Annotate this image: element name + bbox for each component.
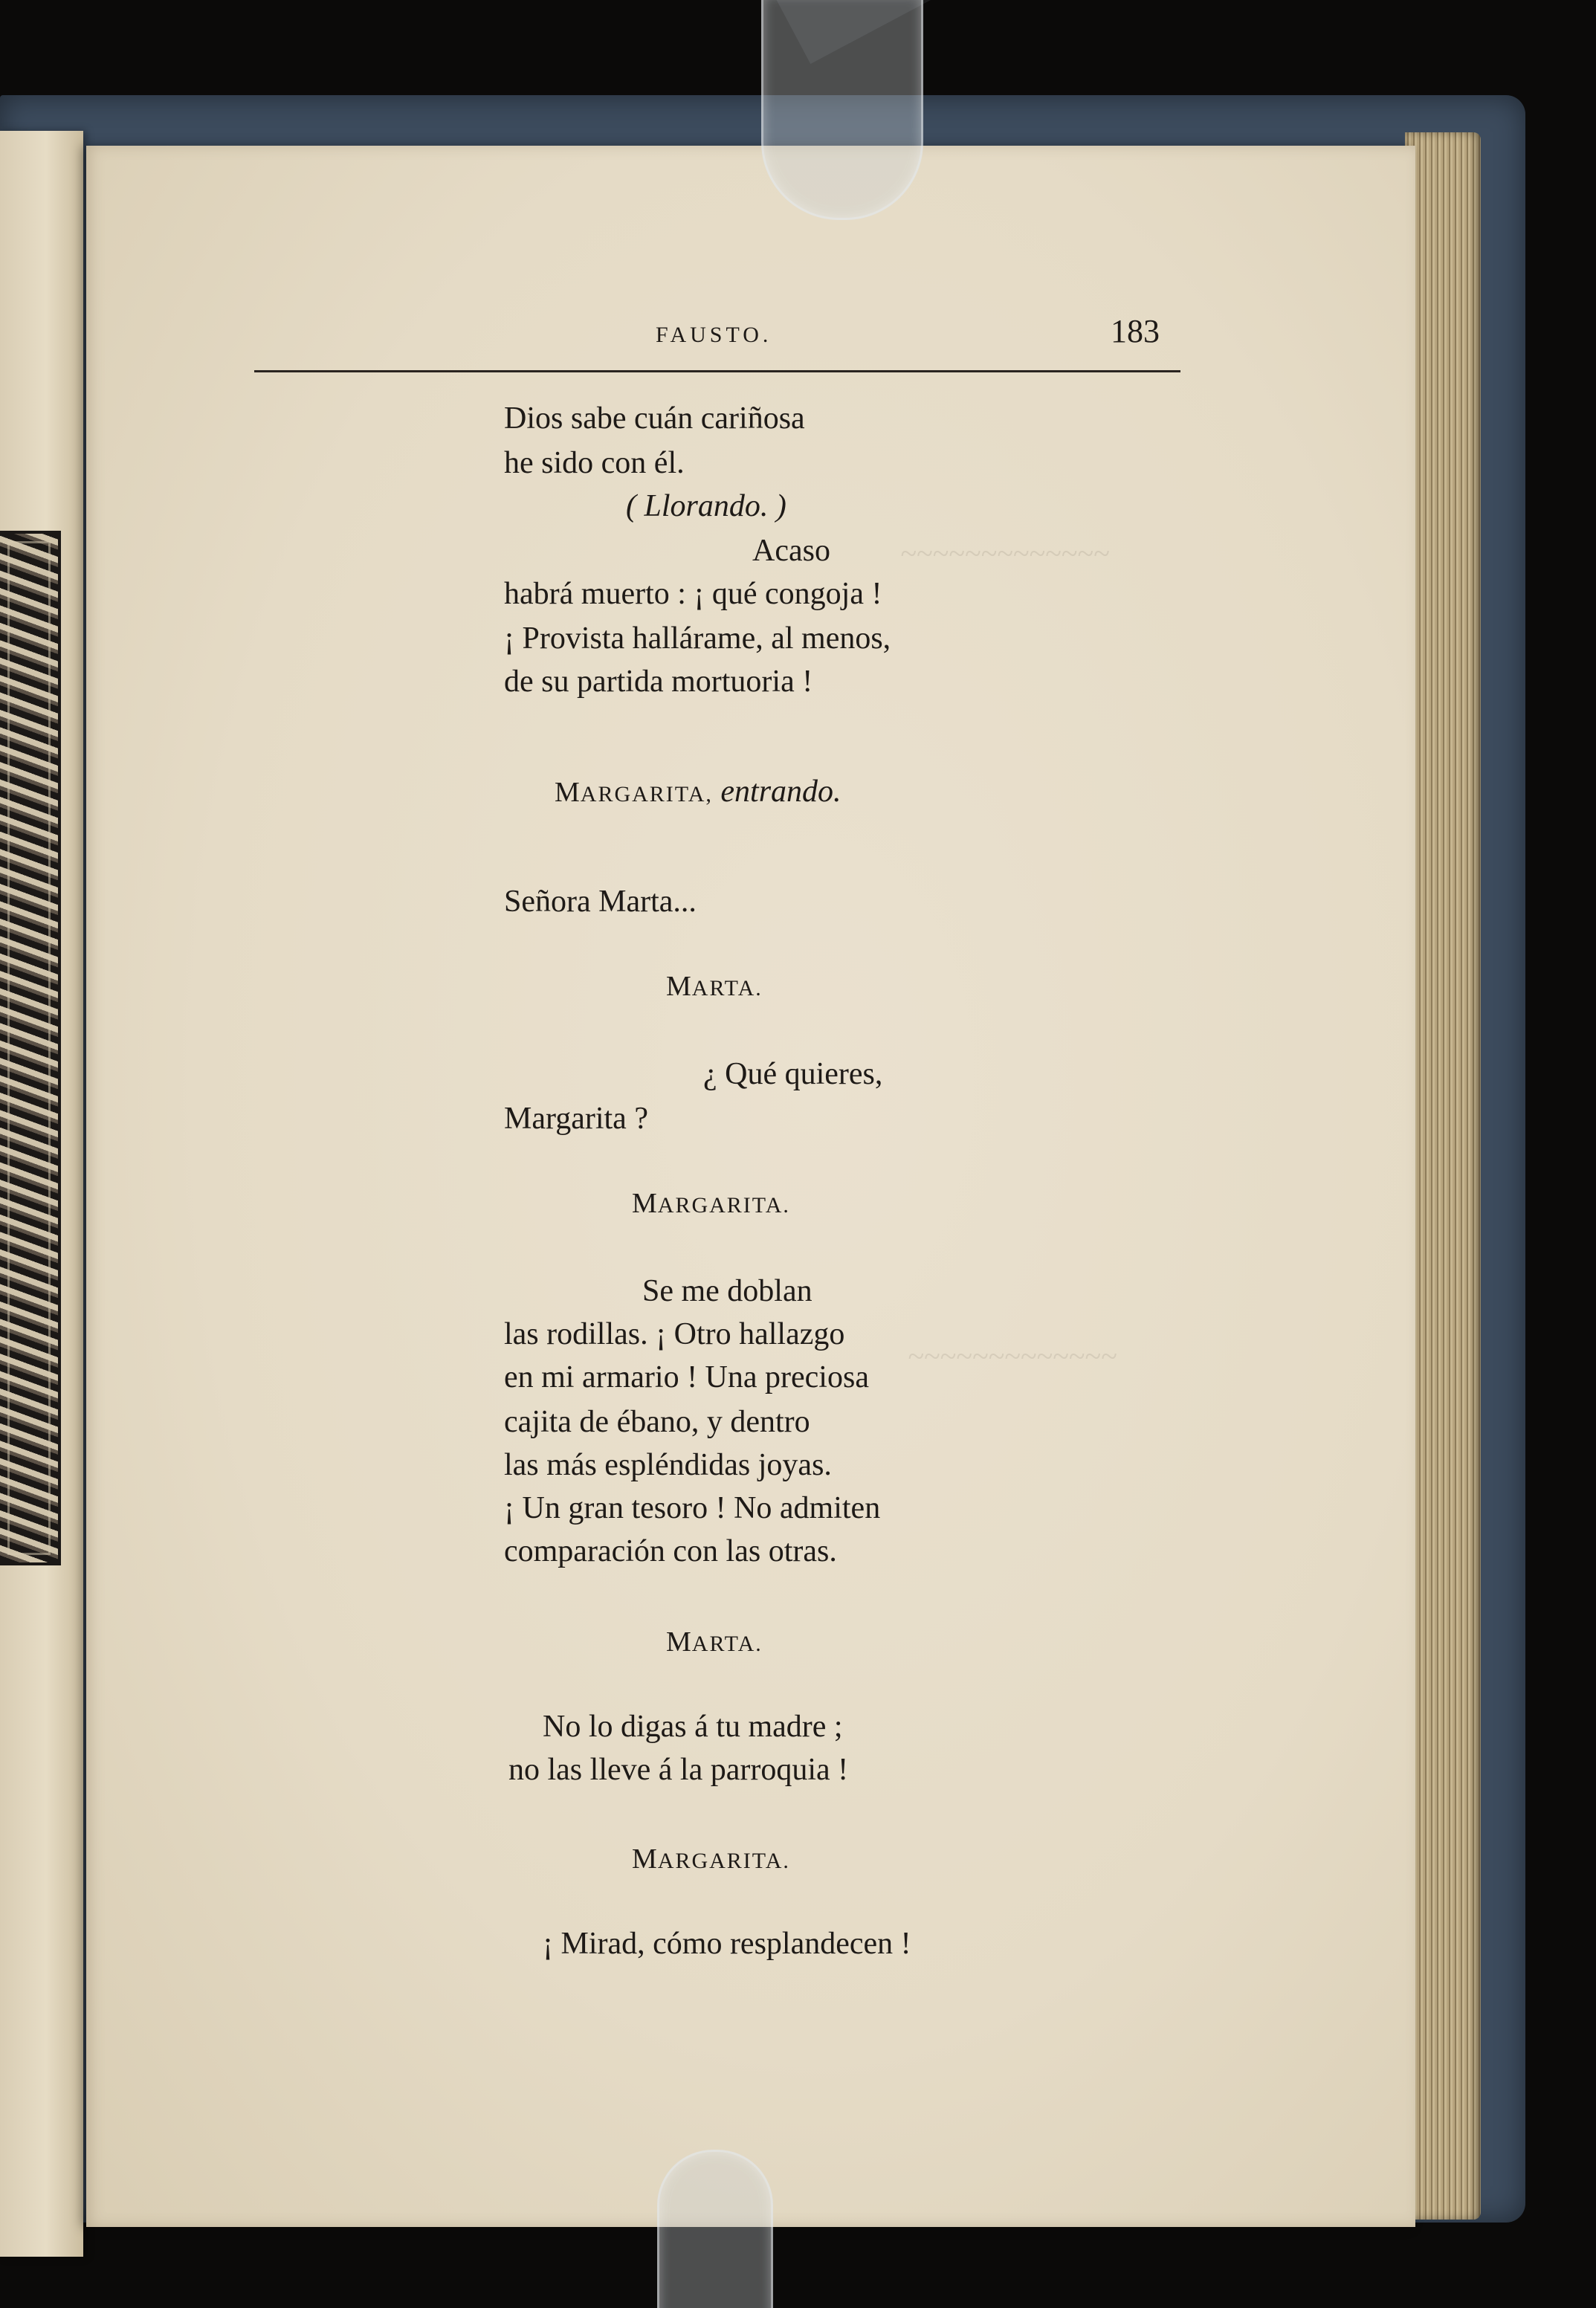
stage-direction: entrando. bbox=[720, 775, 841, 809]
verse-line: Dios sabe cuán cariñosa bbox=[504, 401, 805, 436]
header-rule bbox=[254, 370, 1180, 372]
left-page bbox=[0, 131, 83, 2257]
verse-line: las rodillas. ¡ Otro hallazgo bbox=[504, 1317, 845, 1351]
verse-line: Acaso bbox=[752, 534, 830, 568]
speaker-initial: M bbox=[666, 1626, 692, 1658]
verse-line: ¡ Mirad, cómo resplandecen ! bbox=[543, 1927, 911, 1961]
speaker-heading bbox=[632, 1845, 790, 1873]
verse-line: habrá muerto : ¡ qué congoja ! bbox=[504, 577, 882, 611]
verse-line: las más espléndidas joyas. bbox=[504, 1448, 832, 1482]
speaker-name: ARGARITA. bbox=[657, 1849, 790, 1873]
speaker-initial: M bbox=[632, 1843, 658, 1875]
ornamental-border-illustration bbox=[0, 531, 61, 1565]
speaker-heading bbox=[666, 972, 763, 1001]
verse-line: ¡ Provista hallárame, al menos, bbox=[504, 621, 891, 656]
verse-line: ¿ Qué quieres, bbox=[703, 1057, 883, 1091]
speaker-heading bbox=[632, 1189, 790, 1218]
speaker-initial: M bbox=[666, 971, 692, 1002]
page-block-edges bbox=[1405, 132, 1481, 2220]
verse-line: comparación con las otras. bbox=[504, 1534, 837, 1568]
right-page bbox=[86, 146, 1415, 2227]
verse-line: No lo digas á tu madre ; bbox=[543, 1710, 843, 1744]
show-through-mark: ~~~~~~~~~~~~~ bbox=[900, 537, 1110, 570]
verse-line: Margarita ? bbox=[504, 1102, 648, 1136]
show-through-mark: ~~~~~~~~~~~~~ bbox=[908, 1339, 1117, 1373]
page-number: 183 bbox=[1111, 313, 1160, 349]
verse-line: en mi armario ! Una preciosa bbox=[504, 1360, 869, 1394]
stage-direction: ( Llorando. ) bbox=[626, 489, 786, 523]
running-head: FAUSTO. bbox=[656, 323, 772, 347]
verse-line: Señora Marta... bbox=[504, 885, 697, 919]
speaker-name: ARTA. bbox=[691, 1632, 763, 1656]
verse-line: de su partida mortuoria ! bbox=[504, 665, 813, 699]
speaker-heading bbox=[666, 1628, 763, 1656]
verse-line: Se me doblan bbox=[642, 1274, 812, 1308]
speaker-initial: M bbox=[555, 777, 581, 808]
speaker-heading bbox=[555, 776, 841, 807]
verse-line: ¡ Un gran tesoro ! No admiten bbox=[504, 1491, 881, 1525]
glass-clip-bottom bbox=[657, 2150, 773, 2308]
speaker-name: ARTA. bbox=[691, 976, 763, 1001]
speaker-name: ARGARITA. bbox=[657, 1193, 790, 1218]
verse-line: he sido con él. bbox=[504, 446, 685, 480]
verse-line: cajita de ébano, y dentro bbox=[504, 1405, 810, 1439]
speaker-name: ARGARITA, bbox=[580, 782, 713, 806]
speaker-initial: M bbox=[632, 1188, 658, 1219]
glass-clip-top bbox=[761, 0, 923, 220]
verse-line: no las lleve á la parroquia ! bbox=[508, 1753, 849, 1787]
